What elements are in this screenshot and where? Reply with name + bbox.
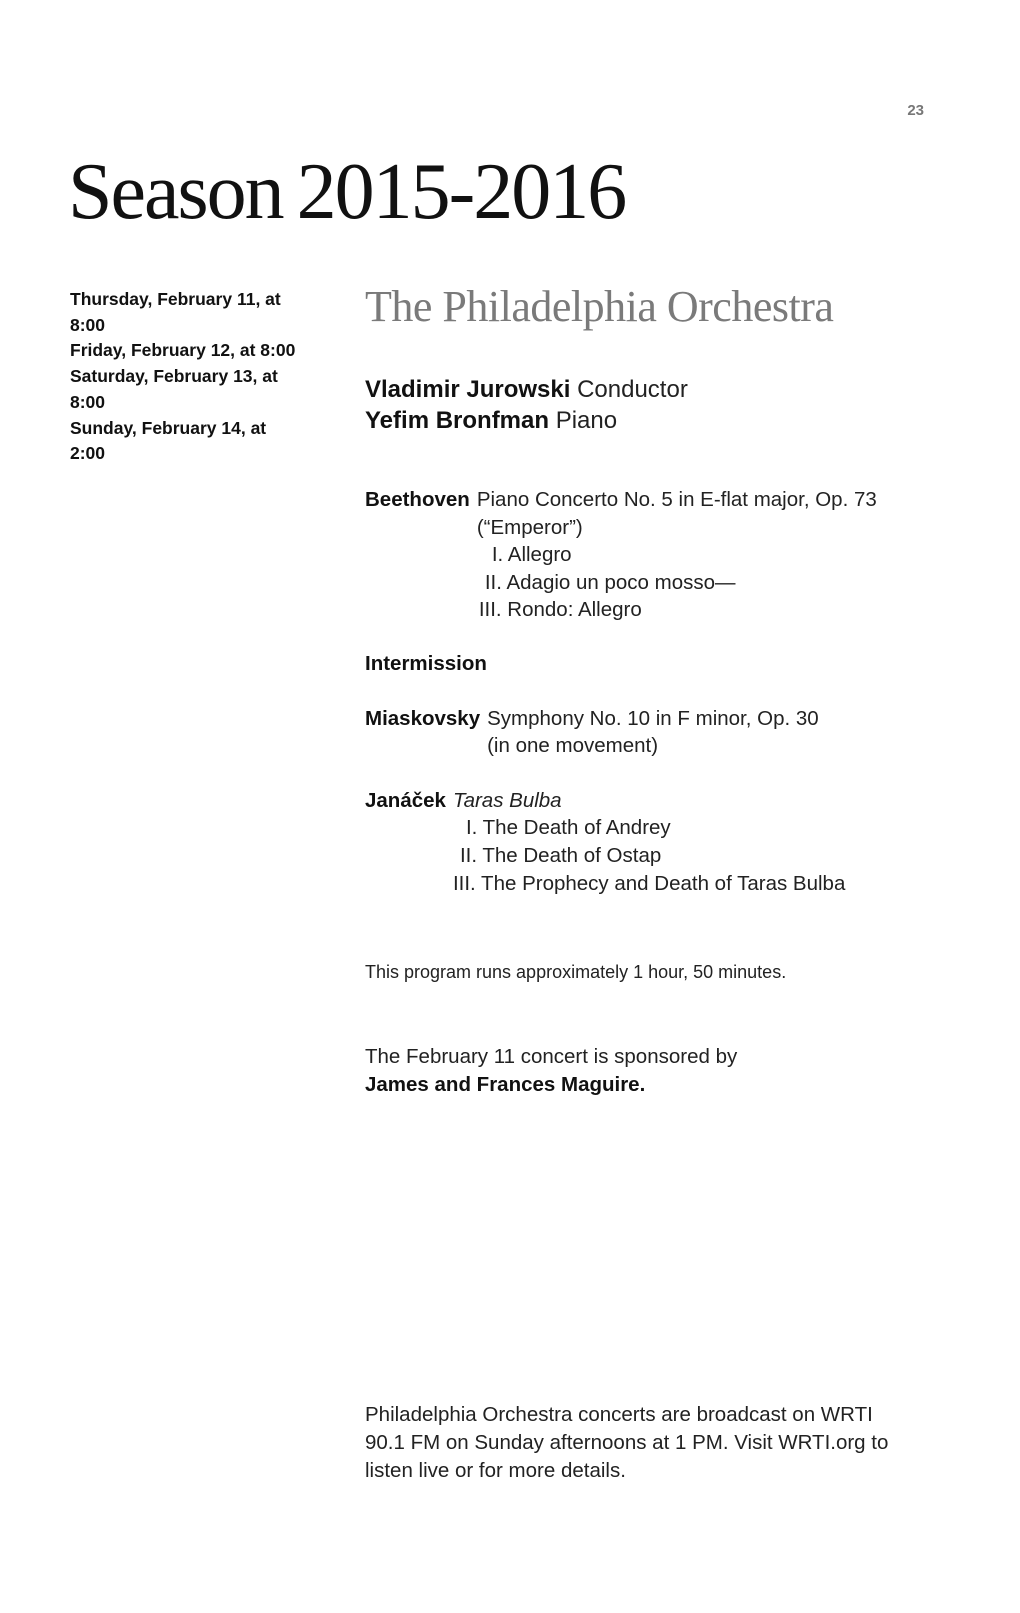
composer-name: Miaskovsky — [365, 706, 481, 730]
performer-role: Conductor — [577, 376, 688, 403]
movement: III. The Prophecy and Death of Taras Bulba — [452, 871, 846, 895]
concert-dates — [70, 287, 340, 467]
date-line: 8:00 — [70, 314, 106, 335]
season-word: Season — [68, 148, 283, 236]
work-subtitle: (in one movement) — [487, 734, 659, 758]
work-subtitle: (“Emperor”) — [476, 515, 583, 539]
performers — [365, 374, 935, 436]
program-list — [365, 486, 935, 897]
movement: II. The Death of Ostap — [459, 843, 662, 867]
work-title: Taras Bulba — [452, 788, 562, 812]
date-line: Saturday, February 13, at — [70, 366, 278, 387]
date-line: Thursday, February 11, at — [70, 289, 281, 309]
sponsor-note — [365, 1043, 737, 1099]
season-title — [68, 148, 626, 236]
movement: III. Rondo: Allegro — [478, 598, 642, 622]
movement: II. Adagio un poco mosso— — [484, 570, 736, 594]
broadcast-line: Philadelphia Orchestra concerts are broadcast on WRTI — [365, 1403, 873, 1426]
performer-name: Yefim Bronfman — [365, 407, 550, 434]
date-line: Friday, February 12, at 8:00 — [70, 340, 296, 361]
date-line: Sunday, February 14, at — [70, 417, 267, 438]
broadcast-note — [365, 1401, 935, 1485]
performer-name: Vladimir Jurowski — [365, 376, 571, 403]
work-beethoven — [365, 486, 935, 624]
work-details — [487, 705, 819, 760]
work-title: Piano Concerto No. 5 in E-flat major, Op. 73 — [476, 488, 877, 511]
season-years: 2015-2016 — [296, 148, 626, 236]
performer-role: Piano — [555, 407, 618, 434]
intermission-label: Intermission — [365, 651, 487, 675]
date-line: 8:00 — [70, 391, 106, 412]
sponsor-text: The February 11 concert is sponsored by — [365, 1045, 738, 1068]
sponsor-name: James and Frances Maguire. — [365, 1073, 646, 1096]
performer-conductor — [365, 374, 935, 405]
work-janacek — [365, 787, 935, 897]
orchestra-name: The Philadelphia Orchestra — [365, 282, 834, 331]
date-line: 2:00 — [70, 443, 106, 464]
performer-soloist — [365, 405, 935, 436]
movement: I. Allegro — [491, 543, 572, 567]
duration-note: This program runs approximately 1 hour, 50 minutes. — [365, 962, 787, 982]
program-column — [365, 280, 935, 897]
composer-name: Beethoven — [365, 488, 470, 511]
composer-name: Janáček — [365, 788, 446, 812]
page-number: 23 — [907, 102, 924, 119]
work-miaskovsky — [365, 705, 935, 760]
broadcast-line: listen live or for more details. — [365, 1459, 626, 1482]
movement: I. The Death of Andrey — [465, 816, 671, 840]
work-details — [477, 486, 877, 624]
broadcast-line: 90.1 FM on Sunday afternoons at 1 PM. Visit WRTI.org to — [365, 1431, 889, 1454]
work-details — [453, 787, 845, 897]
work-title: Symphony No. 10 in F minor, Op. 30 — [487, 706, 819, 730]
